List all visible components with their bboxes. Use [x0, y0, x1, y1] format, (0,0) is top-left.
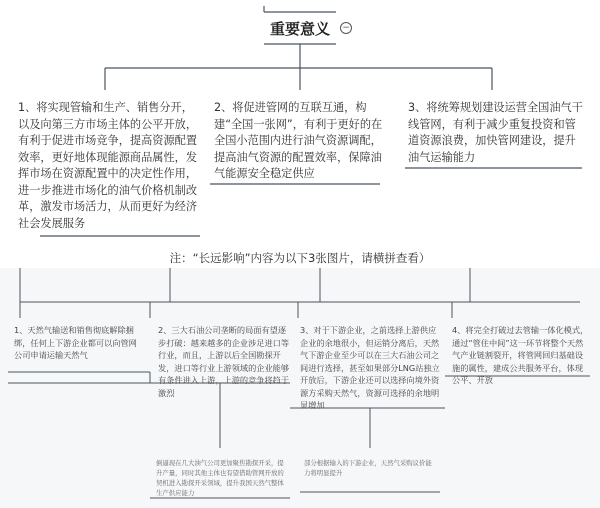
long-term-impact-panel: [0, 268, 600, 508]
impact-note-1: 倒逼现在几大油气公司更加聚焦勘探开采，提升产量，同时其他主体也有望借助管网开放的契机进入勘探开采领域，提升我国天然气整体生产供应能力: [156, 459, 284, 497]
importance-panel: [0, 0, 600, 244]
note-text: 注：“长远影响”内容为以下3张图片，请横拼查看）: [169, 251, 431, 265]
minus-circle-icon[interactable]: −: [340, 22, 352, 34]
impact-item-2: 2、三大石油公司垄断的局面有望逐步打破：越来越多的企业涉足进口等行业，而且，上游以后全国勘探开发，进口等行业上游领域的企业能够有条件进入上游，上游的竞争将趋于激烈: [158, 325, 290, 398]
importance-item-3: 3、将统筹规划建设运营全国油气干线管网，有利于减少重复投资和管道资源浪费，加快管网建设，提升油气运输能力: [408, 101, 583, 164]
page-title: 重要意义: [269, 19, 330, 38]
impact-note-2: 部分根据输入的下游企业，天然气采购议价能力将明显提升: [304, 459, 432, 477]
impact-item-3: 3、对于下游企业，之前选择上游供应企业的余地很小，但运销分离后，天然气下游企业至少可以在三大石油公司之间进行选择，甚至如果部分LNG站独立开放后，下游企业还可以选择向境外资源方采购天然气，资源可选择的余地明显增加: [300, 325, 440, 410]
importance-item-1: 1、将实现管输和生产、销售分开，以及向第三方市场主体的公平开放，有利于促进市场竞争，提高资源配置效率，更好地体现能源商品属性，发挥市场在资源配置中的决定性作用，进一步推进市场化的油气价格机制改革，激发市场活力，从而更好为经济社会发展服务: [18, 101, 198, 230]
importance-item-2: 2、将促进管网的互联互通，构建“全国一张网”，有利于更好的在全国小范围内进行油气资源调配，提高油气资源的配置效率，保障油气能源安全稳定供应: [214, 101, 383, 180]
impact-item-4: 4、将完全打破过去管输一体化模式，通过“管住中间”这一环节将整个天然气产业链割裂开，将管网回归基础设施的属性，建成公共服务平台，体现公平、开放: [452, 325, 589, 385]
impact-item-1: 1、天然气输送和销售彻底解除捆绑，任何上下游企业都可以向管网公司申请运输天然气: [14, 325, 137, 360]
